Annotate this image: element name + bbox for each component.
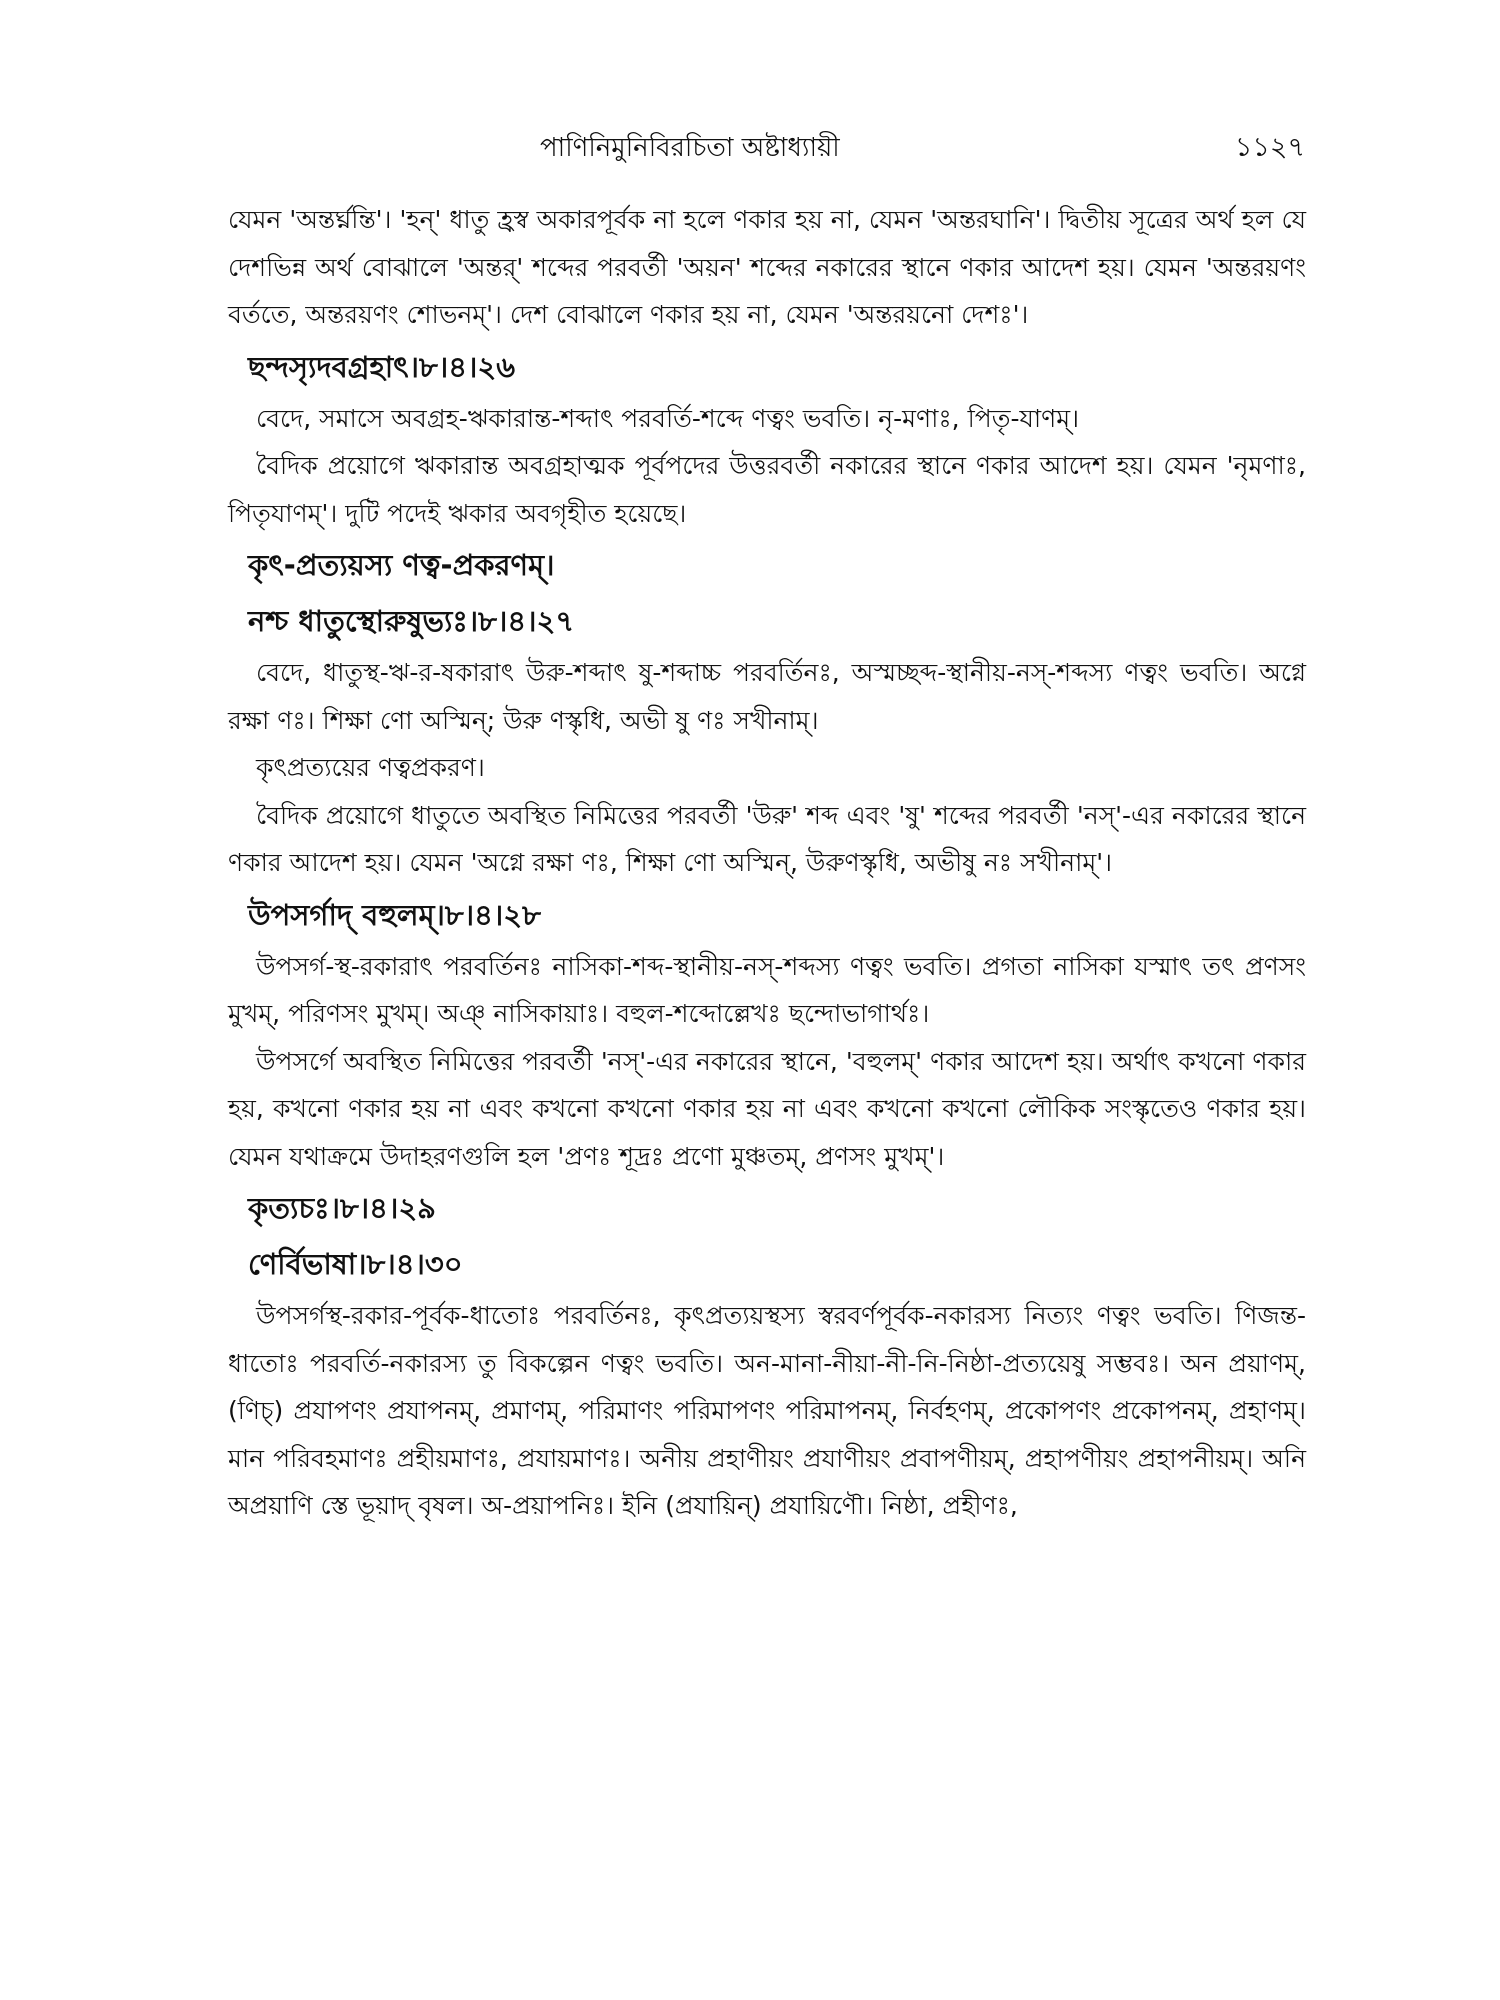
sutra-heading: ণের্বিভাষা।৮।৪।৩০	[248, 1247, 463, 1281]
sutra-heading: উপসর্গাদ্ বহুলম্।৮।৪।২৮	[248, 897, 541, 932]
paragraph: উপসর্গে অবস্থিত নিমিত্তের পরবর্তী 'নস্'-এর নকারের স্থানে, 'বহুলম্' ণকার আদেশ হয়। অর্থাৎ কখনো ণকার হয়, কখনো ণকার হয় না এবং কখনো কখনো ণকার হয় না এবং কখনো কখনো লৌকিক সংস্কৃতেও ণকার হয়। যেমন যথাক্রমে উদাহরণগুলি হল 'প্রণঃ শূদ্রঃ প্রণো মুঞ্চতম্, প্রণসং মুখম্'।	[228, 1046, 1306, 1171]
paragraph: যেমন 'অন্তর্ঘ্নন্তি'। 'হন্' ধাতু হ্রস্ব অকারপূর্বক না হলে ণকার হয় না, যেমন 'অন্তরঘানি'। দ্বিতীয় সূত্রের অর্থ হল যে দেশভিন্ন অর্থ বোঝালে 'অন্তর্' শব্দের পরবর্তী 'অয়ন' শব্দের নকারের স্থানে ণকার আদেশ হয়। যেমন 'অন্তরয়ণং বর্ততে, অন্তরয়ণং শোভনম্'। দেশ বোঝালে ণকার হয় না, যেমন 'অন্তরয়নো দেশঃ'।	[228, 205, 1306, 329]
paragraph: বৈদিক প্রয়োগে ঋকারান্ত অবগ্রহাত্মক পূর্বপদের উত্তরবর্তী নকারের স্থানে ণকার আদেশ হয়। যেমন 'নৃমণাঃ, পিতৃযাণম্'। দুটি পদেই ঋকার অবগৃহীত হয়েছে।	[228, 451, 1306, 528]
sutra-heading: ছন্দস্যৃদবগ্রহাৎ।৮।৪।২৬	[248, 349, 516, 384]
page-number: ১১২৭	[1234, 132, 1305, 163]
running-title: পাণিনিমুনিবিরচিতা অষ্টাধ্যায়ী	[540, 133, 840, 163]
sutra-heading: কৃত্যচঃ।৮।৪।২৯	[248, 1191, 436, 1225]
paragraph: বেদে, ধাতুস্থ-ঋ-র-ষকারাৎ উরু-শব্দাৎ ষু-শব্দাচ্চ পরবর্তিনঃ, অস্মচ্ছব্দ-স্থানীয়-নস্-শব্দস্য ণত্বং ভবতি। অগ্নে রক্ষা ণঃ। শিক্ষা ণো অস্মিন্; উরু ণস্কৃধি, অভী ষু ণঃ সখীনাম্।	[228, 658, 1306, 735]
sutra-heading: নশ্চ ধাতুস্থোরুষুভ্যঃ।৮।৪।২৭	[248, 604, 575, 638]
paragraph: বেদে, সমাসে অবগ্রহ-ঋকারান্ত-শব্দাৎ পরবর্তি-শব্দে ণত্বং ভবতি। নৃ-মণাঃ, পিতৃ-যাণম্।	[256, 403, 1080, 433]
paragraph: বৈদিক প্রয়োগে ধাতুতে অবস্থিত নিমিত্তের পরবর্তী 'উরু' শব্দ এবং 'ষু' শব্দের পরবর্তী 'নস্'-এর নকারের স্থানে ণকার আদেশ হয়। যেমন 'অগ্নে রক্ষা ণঃ, শিক্ষা ণো অস্মিন্, উরুণস্কৃধি, অভীষু নঃ সখীনাম্'।	[228, 800, 1306, 877]
section-heading: কৃৎ-প্রত্যয়স্য ণত্ব-প্রকরণম্।	[248, 548, 555, 582]
paragraph: উপসর্গস্থ-রকার-পূর্বক-ধাতোঃ পরবর্তিনঃ, কৃৎপ্রত্যয়স্থস্য স্বরবর্ণপূর্বক-নকারস্য নিত্যং ণত্বং ভবতি। ণিজন্ত-ধাতোঃ পরবর্তি-নকারস্য তু বিকল্পেন ণত্বং ভবতি। অন-মানা-নীয়া-নী-নি-নিষ্ঠা-প্রত্যয়েষু সম্ভবঃ। অন প্রয়াণম্, (ণিচ্) প্রযাপণং প্রযাপনম্, প্রমাণম্, পরিমাণং পরিমাপণং পরিমাপনম্, নির্বহণম্, প্রকোপণং প্রকোপনম্, প্রহাণম্। মান পরিবহমাণঃ প্রহীয়মাণঃ, প্রযায়মাণঃ। অনীয় প্রহাণীয়ং প্রযাণীয়ং প্রবাপণীয়ম্, প্রহাপণীয়ং প্রহাপনীয়ম্। অনি অপ্রয়াণি স্তে ভূয়াদ্ বৃষল। অ-প্রয়াপনিঃ। ইনি (প্রযায়িন্) প্রযায়িণৌ। নিষ্ঠা, প্রহীণঃ,	[228, 1301, 1306, 1520]
page-body	[228, 196, 1306, 1530]
page-header	[0, 126, 1500, 170]
paragraph: উপসর্গ-স্থ-রকারাৎ পরবর্তিনঃ নাসিকা-শব্দ-স্থানীয়-নস্-শব্দস্য ণত্বং ভবতি। প্রগতা নাসিকা যস্মাৎ তৎ প্রণসং মুখম্, পরিণসং মুখম্। অঞ্ নাসিকায়াঃ। বহুল-শব্দোল্লেখঃ ছন্দোভাগার্থঃ।	[228, 951, 1306, 1028]
paragraph: কৃৎপ্রত্যয়ের ণত্বপ্রকরণ।	[256, 753, 485, 782]
